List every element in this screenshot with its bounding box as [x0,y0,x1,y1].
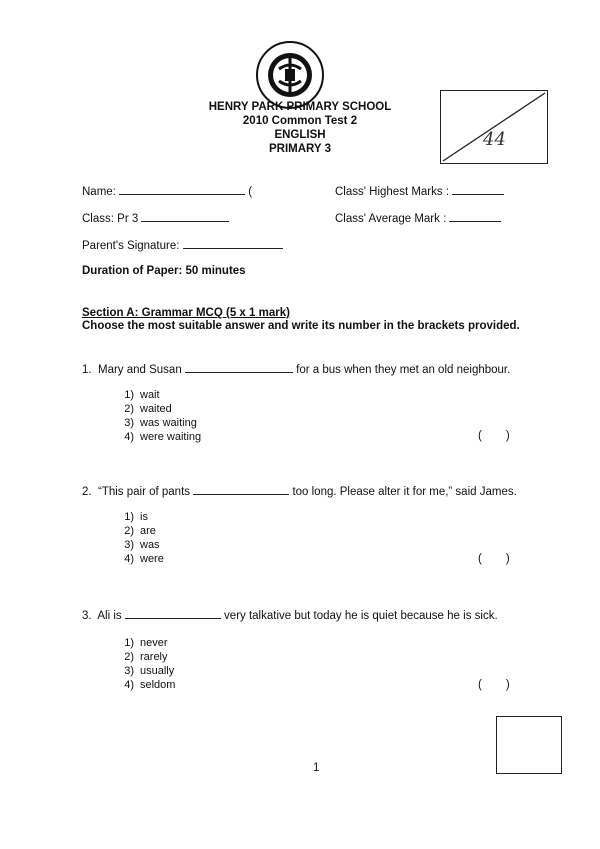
answer-brackets-3[interactable]: ( ) [478,679,510,691]
section-instruction: Choose the most suitable answer and write its number in the brackets provided. [82,320,520,332]
subject-name: ENGLISH [274,129,326,141]
question-text-before: Mary and Susan [97,364,182,376]
option: 3) was waiting [124,417,197,429]
question-text-after: for a bus when they met an old neighbour. [296,364,511,376]
question-3-options [118,636,175,692]
parent-signature-blank[interactable] [183,238,283,249]
name-field[interactable] [82,184,252,198]
option: 3) was [124,539,160,551]
school-name: HENRY PARK PRIMARY SCHOOL [208,101,392,113]
question-1 [82,362,510,376]
class-blank[interactable] [141,211,229,222]
average-mark-field[interactable] [335,211,501,225]
highest-marks-blank[interactable] [452,184,504,195]
highest-marks-label: Class' Highest Marks : [335,186,450,198]
test-name: 2010 Common Test 2 [242,115,358,127]
parent-signature-label: Parent's Signature: [82,240,180,252]
section-title: Section A: Grammar MCQ (5 x 1 mark) [82,307,290,319]
question-text-after: too long. Please alter it for me,” said James. [292,486,517,498]
question-number: 1. [82,364,92,376]
score-diagonal-icon [441,91,547,163]
marks-box[interactable] [496,716,562,774]
option: 4) seldom [124,679,176,691]
highest-marks-field[interactable] [335,184,504,198]
paper-header [150,100,450,156]
option: 2) rarely [124,651,168,663]
question-3 [82,608,498,622]
answer-brackets-2[interactable]: ( ) [478,553,510,565]
answer-brackets-1[interactable]: ( ) [478,430,510,442]
name-blank[interactable] [119,184,245,195]
page-number: 1 [313,762,320,774]
question-1-options [118,388,201,444]
question-text-before: Ali is [97,610,122,622]
question-number: 2. [82,486,92,498]
question-text-after: very talkative but today he is quiet because he is sick. [224,610,498,622]
duration: Duration of Paper: 50 minutes [82,265,246,277]
option: 1) never [124,637,168,649]
option: 2) are [124,525,156,537]
option: 2) waited [124,403,172,415]
question-2-options [118,510,164,566]
question-blank[interactable] [193,484,289,495]
score-box [440,90,548,164]
parent-signature-field[interactable] [82,238,283,252]
score-value: 44 [483,129,506,150]
question-2 [82,484,517,498]
option: 4) were [124,553,164,565]
option: 1) is [124,511,148,523]
name-paren: ( [248,186,253,198]
question-blank[interactable] [185,362,293,373]
class-label: Class: Pr 3 [82,213,139,225]
average-mark-blank[interactable] [449,211,501,222]
name-label: Name: [82,186,116,198]
question-blank[interactable] [125,608,221,619]
average-mark-label: Class' Average Mark : [335,213,447,225]
class-field[interactable] [82,211,229,225]
option: 1) wait [124,389,160,401]
question-text-before: “This pair of pants [97,486,191,498]
level-name: PRIMARY 3 [269,143,331,155]
question-number: 3. [82,610,92,622]
option: 3) usually [124,665,175,677]
option: 4) were waiting [124,431,202,443]
